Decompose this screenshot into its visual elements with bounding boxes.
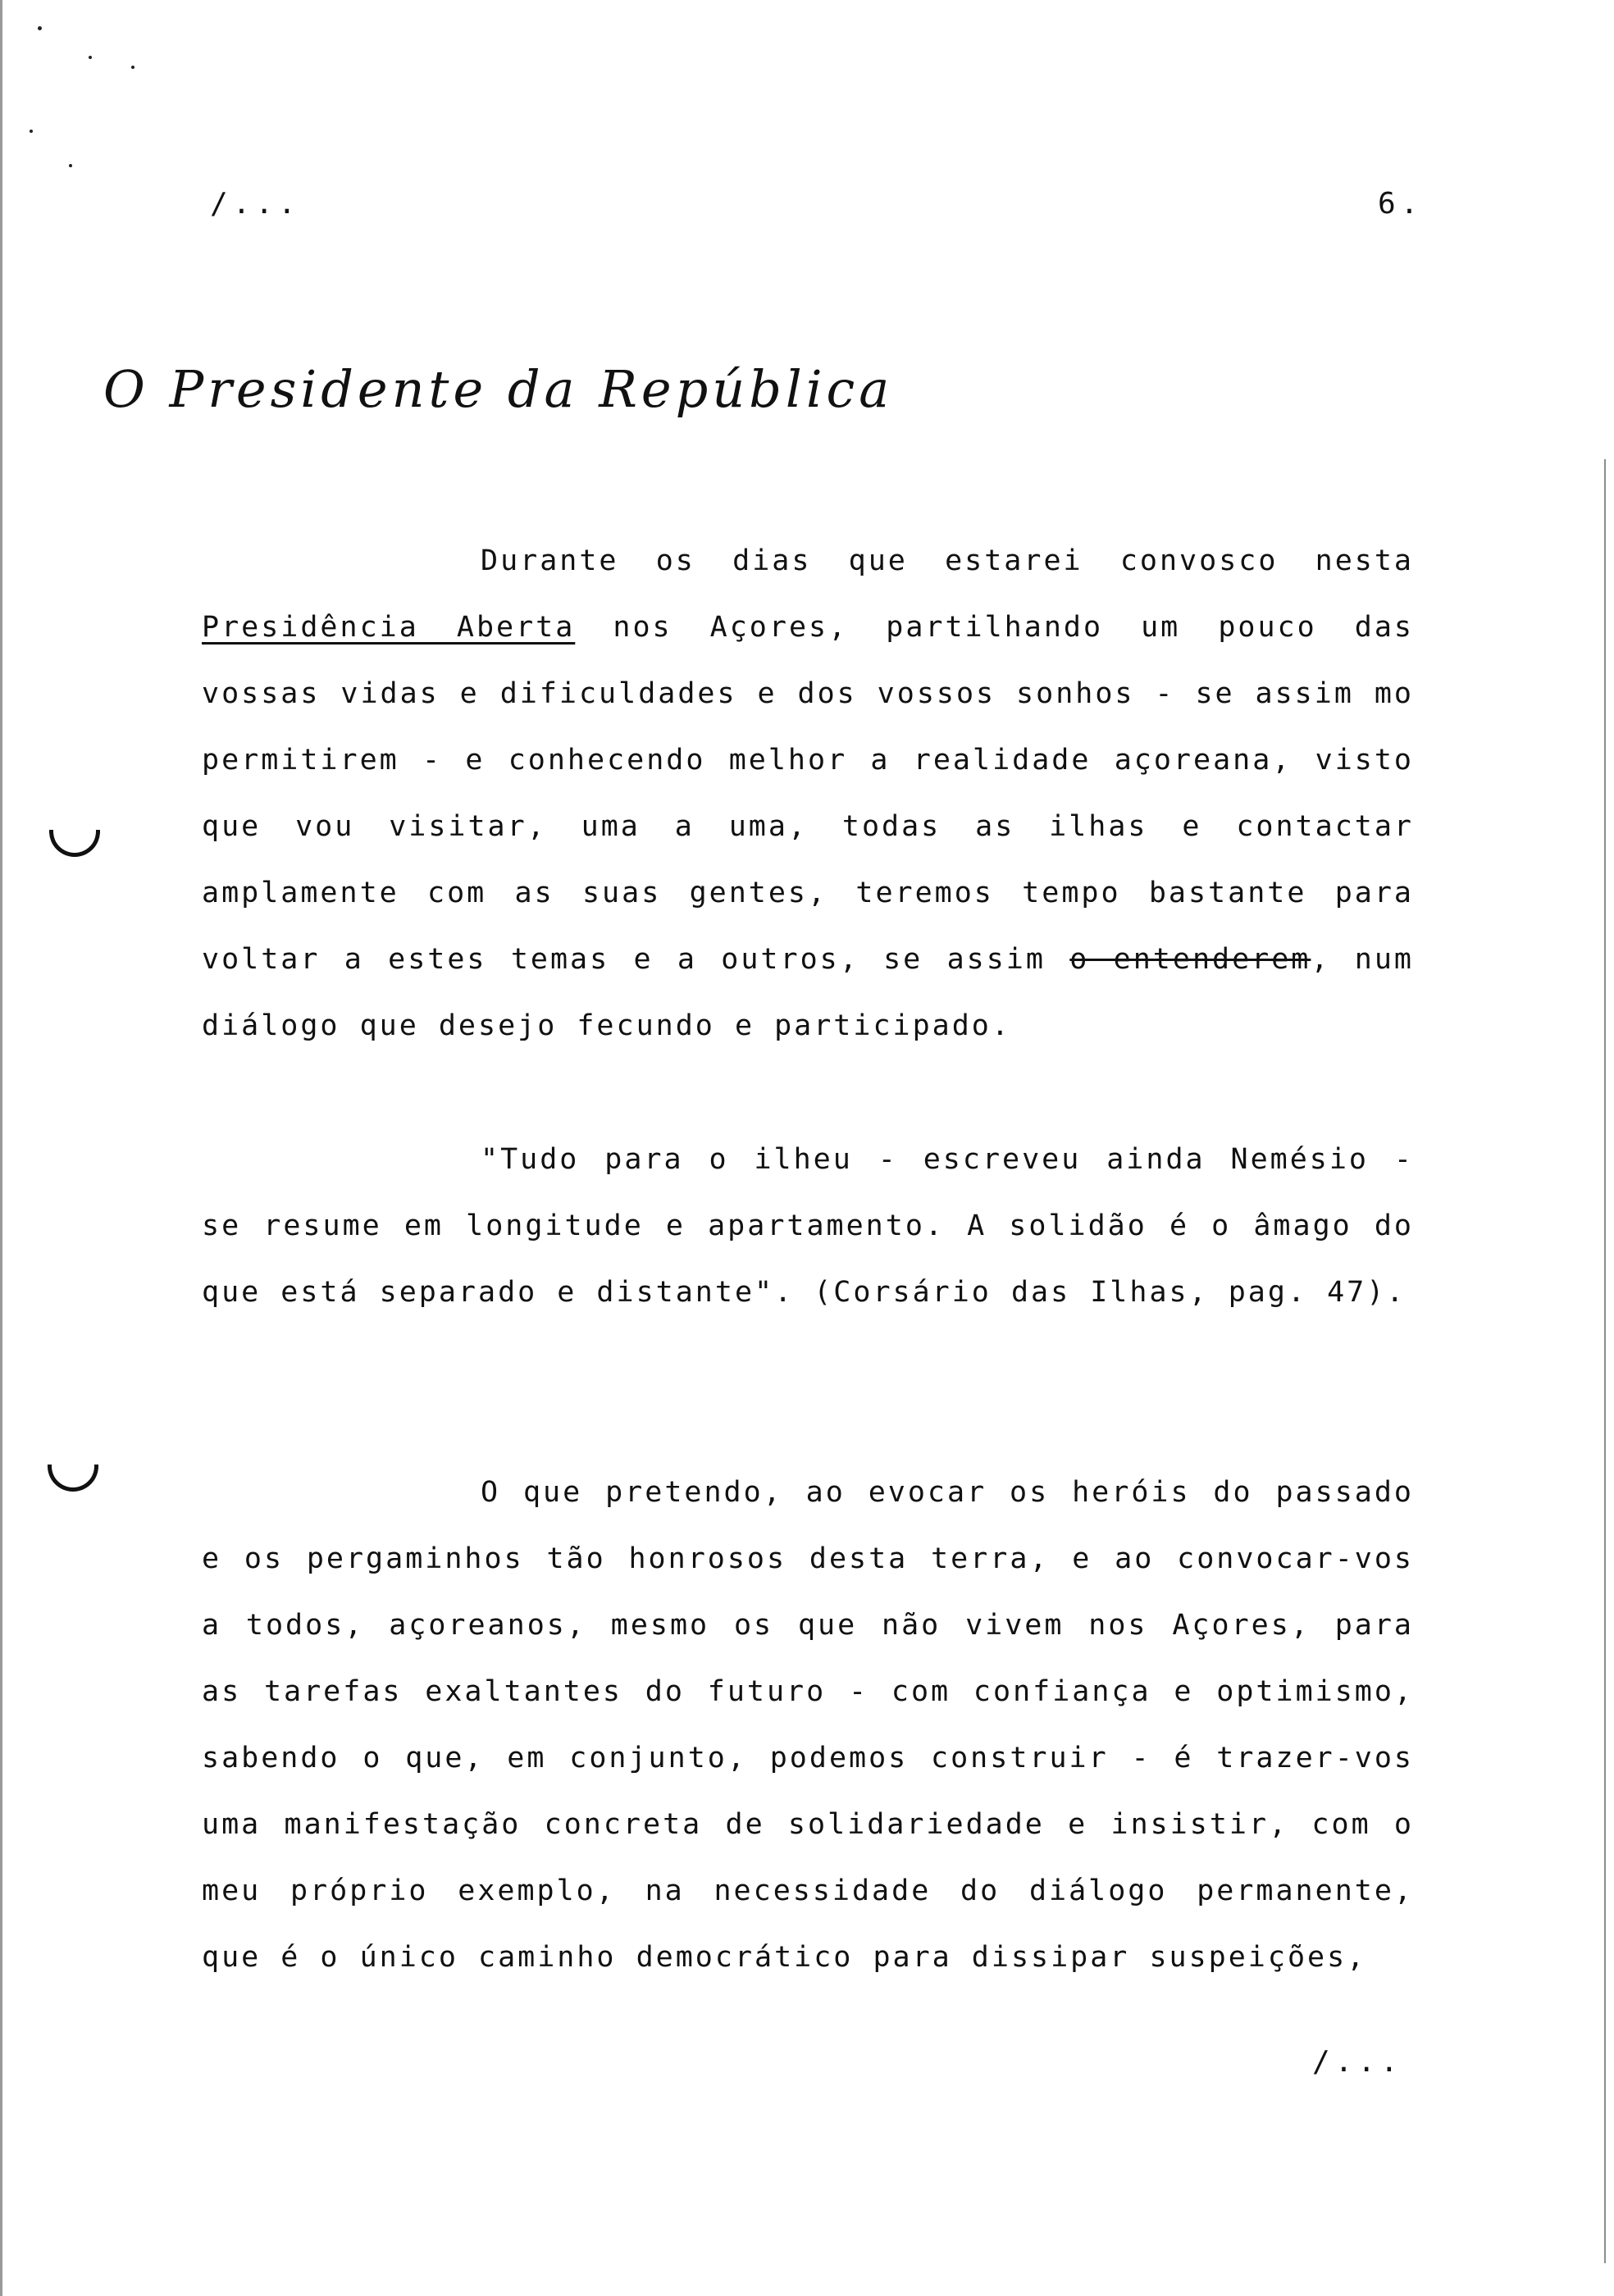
- paragraph-1-middle: nos Açores, partilhando um pouco das vossas vidas e dificuldades e dos vossos sonhos - se assim mo permitirem - e conhecendo melhor a realidade açoreana, visto que vou visitar, uma a uma, todas as ilhas e contactar amplamente com as suas gentes, teremos tempo bastante para voltar a estes temas e a outros, se assim: [202, 611, 1414, 976]
- paragraph-2-text: "Tudo para o ilheu - escreveu ainda Nemésio - se resume em longitude e apartamento. A solidão é o âmago do que está separado e distante". (Corsário das Ilhas, pag. 47).: [202, 1143, 1414, 1309]
- scan-edge-left: [0, 0, 2, 2296]
- paragraph-1-tail: , num diálogo que desejo fecundo e participado.: [202, 943, 1414, 1042]
- scan-speck: [30, 130, 33, 133]
- letterhead-script: [98, 353, 894, 426]
- continuation-marker-top: /...: [210, 187, 301, 221]
- scan-edge-right: [1604, 459, 1606, 2263]
- struck-through-phrase: o entenderem: [1069, 943, 1311, 976]
- paragraph-1: [202, 528, 1414, 1059]
- letterhead: [98, 353, 894, 426]
- paragraph-3-text: O que pretendo, ao evocar os heróis do passado e os pergaminhos tão honrosos desta terra, e ao convocar-vos a todos, açoreanos, mesmo os que não vivem nos Açores, para as tarefas exaltantes do futuro - com confiança e optimismo, sabendo o que, em conjunto, podemos construir - é trazer-vos uma manifestação concreta de solidariedade e insistir, com o meu próprio exemplo, na necessidade do diálogo permanente, que é o único caminho democrático para dissipar suspeições,: [202, 1476, 1414, 1974]
- scan-speck: [89, 56, 92, 59]
- margin-hole-punch-mark: [48, 1465, 98, 1492]
- page-number: 6.: [1378, 187, 1424, 221]
- paragraph-1-lead: Durante os dias que estarei convosco nesta: [481, 544, 1414, 577]
- underlined-phrase: Presidência Aberta: [202, 611, 576, 644]
- scan-speck: [69, 164, 72, 167]
- margin-hole-punch-mark: [49, 830, 100, 857]
- paragraph-3: [202, 1460, 1414, 1991]
- paragraph-2: [202, 1127, 1414, 1326]
- scan-speck: [131, 66, 134, 69]
- scan-speck: [38, 26, 42, 30]
- continuation-marker-bottom: /...: [1312, 2045, 1403, 2079]
- letterhead-text: O Presidente da República: [103, 359, 894, 419]
